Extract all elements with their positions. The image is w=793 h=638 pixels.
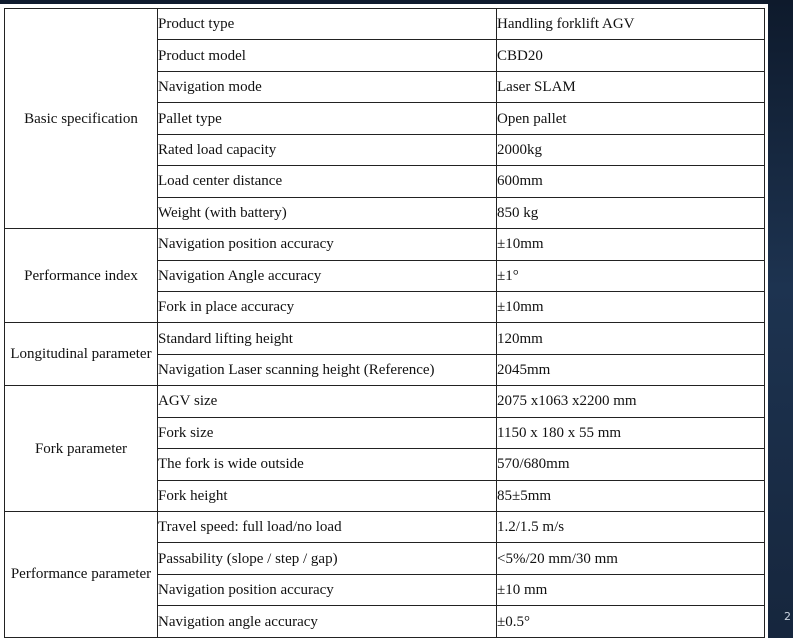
parameter-value: ±1° [497,260,765,291]
parameter-value: 2045mm [497,354,765,385]
parameter-value: 1.2/1.5 m/s [497,512,765,543]
parameter-name: Navigation position accuracy [158,574,497,605]
parameter-value: ±10 mm [497,574,765,605]
parameter-value: 120mm [497,323,765,354]
parameter-value: 2075 x1063 x2200 mm [497,386,765,417]
table-row [5,323,765,354]
parameter-name: Navigation angle accuracy [158,606,497,637]
parameter-value: 85±5mm [497,480,765,511]
parameter-value: Open pallet [497,103,765,134]
parameter-name: Fork in place accuracy [158,291,497,322]
edge-mark: 2 [784,610,791,623]
table-row [5,9,765,40]
parameter-name: Product type [158,9,497,40]
parameter-name: Product model [158,40,497,71]
parameter-name: Navigation position accuracy [158,229,497,260]
group-label: Fork parameter [5,386,158,512]
parameter-value: 1150 x 180 x 55 mm [497,417,765,448]
parameter-value: Handling forklift AGV [497,9,765,40]
parameter-name: Pallet type [158,103,497,134]
spec-table-body [5,9,765,638]
parameter-value: 2000kg [497,134,765,165]
parameter-name: Fork height [158,480,497,511]
document-page [0,4,768,638]
parameter-value: 600mm [497,166,765,197]
parameter-value: 570/680mm [497,449,765,480]
parameter-name: The fork is wide outside [158,449,497,480]
parameter-name: Rated load capacity [158,134,497,165]
parameter-value: <5%/20 mm/30 mm [497,543,765,574]
group-label: Basic specification [5,9,158,229]
parameter-name: Load center distance [158,166,497,197]
table-row [5,229,765,260]
parameter-value: ±10mm [497,229,765,260]
table-row [5,512,765,543]
parameter-name: Passability (slope / step / gap) [158,543,497,574]
parameter-value: CBD20 [497,40,765,71]
group-label: Performance index [5,229,158,323]
parameter-value: Laser SLAM [497,71,765,102]
parameter-name: AGV size [158,386,497,417]
parameter-value: ±10mm [497,291,765,322]
parameter-value: ±0.5° [497,606,765,637]
spec-table [4,8,765,638]
group-label: Longitudinal parameter [5,323,158,386]
parameter-name: Travel speed: full load/no load [158,512,497,543]
parameter-name: Fork size [158,417,497,448]
parameter-name: Standard lifting height [158,323,497,354]
parameter-name: Weight (with battery) [158,197,497,228]
parameter-name: Navigation Laser scanning height (Reference) [158,354,497,385]
parameter-name: Navigation mode [158,71,497,102]
parameter-value: 850 kg [497,197,765,228]
table-row [5,386,765,417]
parameter-name: Navigation Angle accuracy [158,260,497,291]
group-label: Performance parameter [5,512,158,638]
